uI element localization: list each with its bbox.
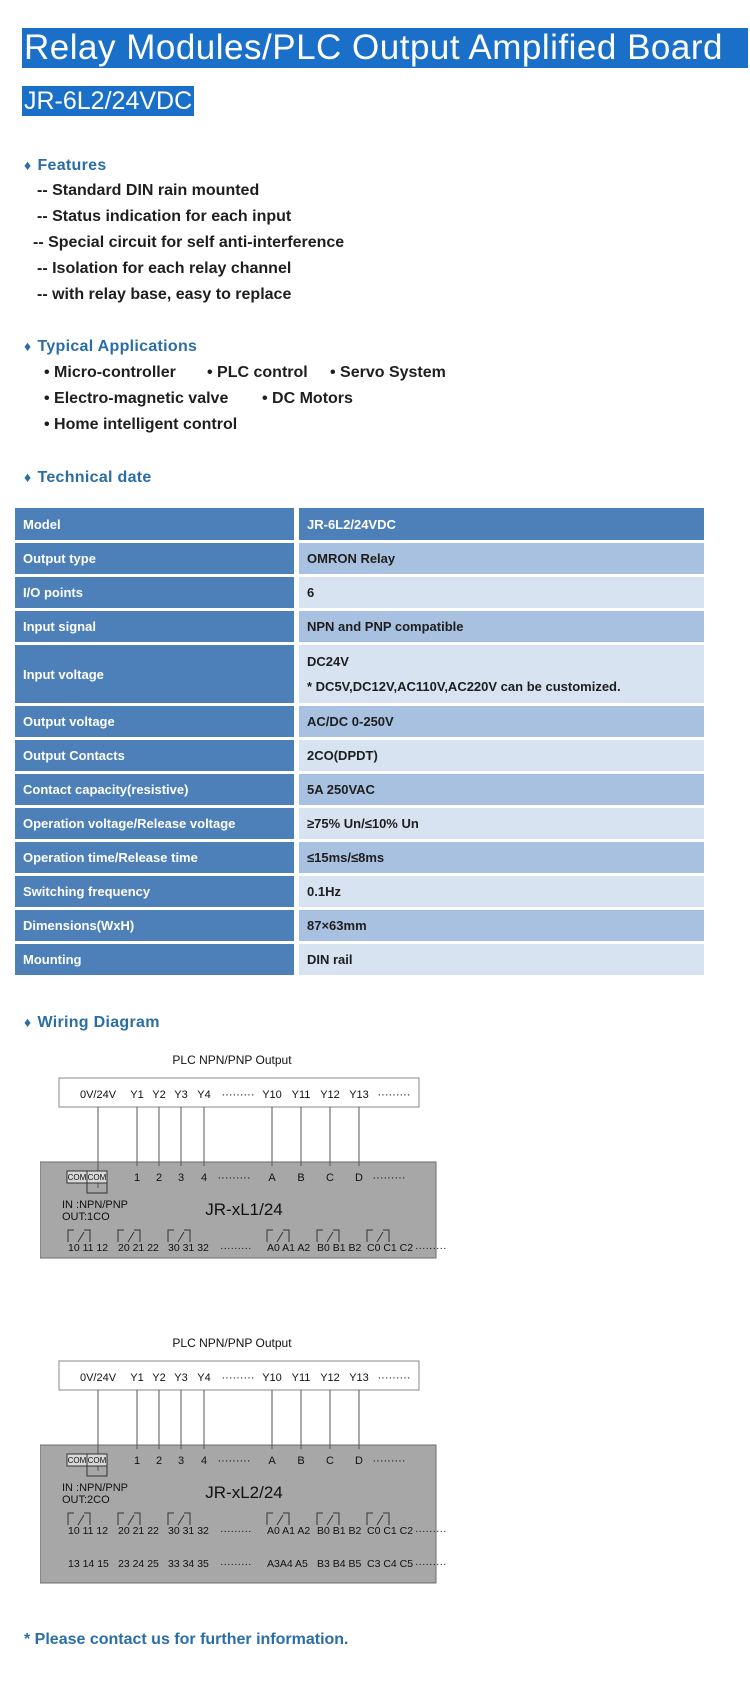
board-terminal-label: 1 xyxy=(133,1455,141,1467)
spec-value xyxy=(299,645,704,703)
table-row xyxy=(15,774,704,805)
board-terminal-label: B xyxy=(297,1455,305,1467)
plc-terminal-label: ········· xyxy=(221,1089,255,1101)
board-terminal-label: ········· xyxy=(220,1242,252,1254)
board-terminal-label: 10 11 12 xyxy=(68,1242,109,1254)
spec-key: Contact capacity(resistive) xyxy=(15,774,294,805)
plc-terminal-label: Y4 xyxy=(197,1089,211,1101)
spec-key: Operation time/Release time xyxy=(15,842,294,873)
board-terminal-label: ········· xyxy=(415,1525,447,1537)
spec-value: 5A 250VAC xyxy=(299,774,704,805)
applications-heading: ♦ Typical Applications xyxy=(24,338,198,355)
plc-terminal-label: Y11 xyxy=(291,1089,311,1101)
wiring-heading: ♦ Wiring Diagram xyxy=(24,1014,160,1031)
application-item: • Servo System xyxy=(330,364,446,381)
plc-terminal-label: Y2 xyxy=(152,1372,166,1384)
feature-item: -- Isolation for each relay channel xyxy=(37,260,292,277)
output-spec: OUT:2CO xyxy=(62,1494,110,1506)
spec-key: Output voltage xyxy=(15,706,294,737)
feature-item: -- Standard DIN rain mounted xyxy=(37,182,260,199)
feature-item: -- with relay base, easy to replace xyxy=(37,286,292,303)
diamond-icon: ♦ xyxy=(24,338,32,354)
page-title: Relay Modules/PLC Output Amplified Board xyxy=(22,28,748,68)
model-badge: JR-6L2/24VDC xyxy=(24,87,193,115)
spec-value: 2CO(DPDT) xyxy=(299,740,704,771)
board-terminal-label: ········· xyxy=(372,1172,406,1184)
spec-value: ≤15ms/≤8ms xyxy=(299,842,704,873)
board-terminal-label: C xyxy=(326,1455,334,1467)
board-terminal-label: 30 31 32 xyxy=(168,1525,209,1537)
input-spec: IN :NPN/PNP xyxy=(62,1199,129,1211)
com-terminal-label: COM xyxy=(67,1456,87,1465)
board-terminal-label: 2 xyxy=(155,1455,163,1467)
plc-terminal-label: 0V/24V xyxy=(79,1089,117,1101)
board-terminal-label: B3 B4 B5 xyxy=(317,1558,362,1570)
spec-key: Input signal xyxy=(15,611,294,642)
spec-value: AC/DC 0-250V xyxy=(299,706,704,737)
output-spec: OUT:1CO xyxy=(62,1211,110,1223)
board-terminal-label: C xyxy=(326,1172,334,1184)
spec-value: JR-6L2/24VDC xyxy=(299,508,704,540)
board-terminal-label: 20 21 22 xyxy=(118,1525,159,1537)
spec-value: 87×63mm xyxy=(299,910,704,941)
board-terminal-label: D xyxy=(355,1455,363,1467)
application-item: • DC Motors xyxy=(262,390,353,407)
plc-terminal-label: Y1 xyxy=(130,1372,144,1384)
application-row xyxy=(44,390,353,408)
spec-key: Output Contacts xyxy=(15,740,294,771)
spec-value: ≥75% Un/≤10% Un xyxy=(299,808,704,839)
technical-heading: ♦ Technical date xyxy=(24,469,152,486)
board-terminal-label: C0 C1 C2 xyxy=(367,1525,414,1537)
spec-value: DIN rail xyxy=(299,944,704,975)
board-terminal-label: 30 31 32 xyxy=(168,1242,209,1254)
spec-key: Input voltage xyxy=(15,645,294,703)
application-item: • Micro-controller xyxy=(44,364,176,381)
board-terminal-label: ········· xyxy=(220,1558,252,1570)
table-row xyxy=(15,842,704,873)
table-row xyxy=(15,876,704,907)
feature-item: -- Status indication for each input xyxy=(37,208,292,225)
board-terminal-label: 4 xyxy=(200,1455,208,1467)
features-heading: ♦ Features xyxy=(24,157,107,174)
plc-terminal-label: ········· xyxy=(221,1372,255,1384)
feature-item: -- Special circuit for self anti-interference xyxy=(33,234,345,251)
spec-key: Model xyxy=(15,508,294,540)
wiring-diagram-2 xyxy=(40,1333,480,1603)
table-row xyxy=(15,910,704,941)
spec-value: 0.1Hz xyxy=(299,876,704,907)
table-row xyxy=(15,543,704,574)
plc-terminal-label: ········· xyxy=(377,1089,411,1101)
spec-value-note: * DC5V,DC12V,AC110V,AC220V can be customized. xyxy=(307,679,621,694)
diamond-icon: ♦ xyxy=(24,469,32,485)
com-terminal-label: COM xyxy=(87,1173,107,1182)
spec-key: Operation voltage/Release voltage xyxy=(15,808,294,839)
plc-terminal-label: Y12 xyxy=(320,1089,340,1101)
plc-terminal-label: Y13 xyxy=(349,1372,369,1384)
spec-value: 6 xyxy=(299,577,704,608)
board-terminal-label: ········· xyxy=(415,1242,447,1254)
application-item: • PLC control xyxy=(207,364,308,381)
board-terminal-label: A xyxy=(268,1455,276,1467)
board-terminal-label: C3 C4 C5 xyxy=(367,1558,414,1570)
board-terminal-label: ········· xyxy=(217,1455,251,1467)
table-row xyxy=(15,508,704,540)
plc-terminal-label: Y13 xyxy=(349,1089,369,1101)
board-terminal-label: 20 21 22 xyxy=(118,1242,159,1254)
technical-table xyxy=(15,505,704,978)
board-terminal-label: 4 xyxy=(200,1172,208,1184)
application-row xyxy=(44,364,446,382)
board-terminal-label: ········· xyxy=(220,1525,252,1537)
spec-key: Mounting xyxy=(15,944,294,975)
board-terminal-label: D xyxy=(355,1172,363,1184)
board-terminal-label: 10 11 12 xyxy=(68,1525,109,1537)
plc-terminal-label: 0V/24V xyxy=(79,1372,117,1384)
plc-terminal-label: Y12 xyxy=(320,1372,340,1384)
board-terminal-label: 23 24 25 xyxy=(118,1558,159,1570)
input-spec: IN :NPN/PNP xyxy=(62,1482,129,1494)
plc-label: PLC NPN/PNP Output xyxy=(172,1053,292,1067)
board-terminal-label: 1 xyxy=(133,1172,141,1184)
table-row xyxy=(15,808,704,839)
table-row xyxy=(15,577,704,608)
table-row xyxy=(15,944,704,975)
wiring-diagram-1 xyxy=(40,1050,480,1270)
application-item: • Home intelligent control xyxy=(44,416,238,433)
board-terminal-label: ········· xyxy=(415,1558,447,1570)
spec-value: OMRON Relay xyxy=(299,543,704,574)
board-terminal-label: A0 A1 A2 xyxy=(267,1525,311,1537)
board-terminal-label: B0 B1 B2 xyxy=(317,1242,362,1254)
table-row xyxy=(15,706,704,737)
footer-note: * Please contact us for further information. xyxy=(24,1631,349,1648)
plc-terminal-label: Y2 xyxy=(152,1089,166,1101)
plc-terminal-label: Y1 xyxy=(130,1089,144,1101)
board-terminal-label: 3 xyxy=(177,1455,185,1467)
board-terminal-label: B xyxy=(297,1172,305,1184)
spec-key: Dimensions(WxH) xyxy=(15,910,294,941)
module-name: JR-xL1/24 xyxy=(205,1200,283,1219)
table-row xyxy=(15,740,704,771)
plc-terminal-label: ········· xyxy=(377,1372,411,1384)
board-terminal-label: 3 xyxy=(177,1172,185,1184)
spec-value-main: DC24V xyxy=(307,654,349,669)
plc-terminal-label: Y3 xyxy=(174,1372,188,1384)
board-terminal-label: 2 xyxy=(155,1172,163,1184)
spec-value: NPN and PNP compatible xyxy=(299,611,704,642)
spec-key: Switching frequency xyxy=(15,876,294,907)
application-item: • Electro-magnetic valve xyxy=(44,390,229,407)
spec-key: I/O points xyxy=(15,577,294,608)
board-terminal-label: A xyxy=(268,1172,276,1184)
plc-terminal-label: Y3 xyxy=(174,1089,188,1101)
application-row xyxy=(44,416,237,434)
diamond-icon: ♦ xyxy=(24,1014,32,1030)
com-terminal-label: COM xyxy=(87,1456,107,1465)
board-terminal-label: ········· xyxy=(217,1172,251,1184)
table-row xyxy=(15,645,704,703)
plc-terminal-label: Y10 xyxy=(262,1372,282,1384)
board-terminal-label: 13 14 15 xyxy=(68,1558,109,1570)
spec-key: Output type xyxy=(15,543,294,574)
module-name: JR-xL2/24 xyxy=(205,1483,283,1502)
board-terminal-label: A3A4 A5 xyxy=(267,1558,308,1570)
table-row xyxy=(15,611,704,642)
board-terminal-label: 33 34 35 xyxy=(168,1558,209,1570)
diamond-icon: ♦ xyxy=(24,157,32,173)
board-terminal-label: B0 B1 B2 xyxy=(317,1525,362,1537)
board-terminal-label: C0 C1 C2 xyxy=(367,1242,414,1254)
plc-terminal-label: Y10 xyxy=(262,1089,282,1101)
plc-terminal-label: Y11 xyxy=(291,1372,311,1384)
plc-label: PLC NPN/PNP Output xyxy=(172,1336,292,1350)
board-terminal-label: A0 A1 A2 xyxy=(267,1242,311,1254)
com-terminal-label: COM xyxy=(67,1173,87,1182)
plc-terminal-label: Y4 xyxy=(197,1372,211,1384)
board-terminal-label: ········· xyxy=(372,1455,406,1467)
